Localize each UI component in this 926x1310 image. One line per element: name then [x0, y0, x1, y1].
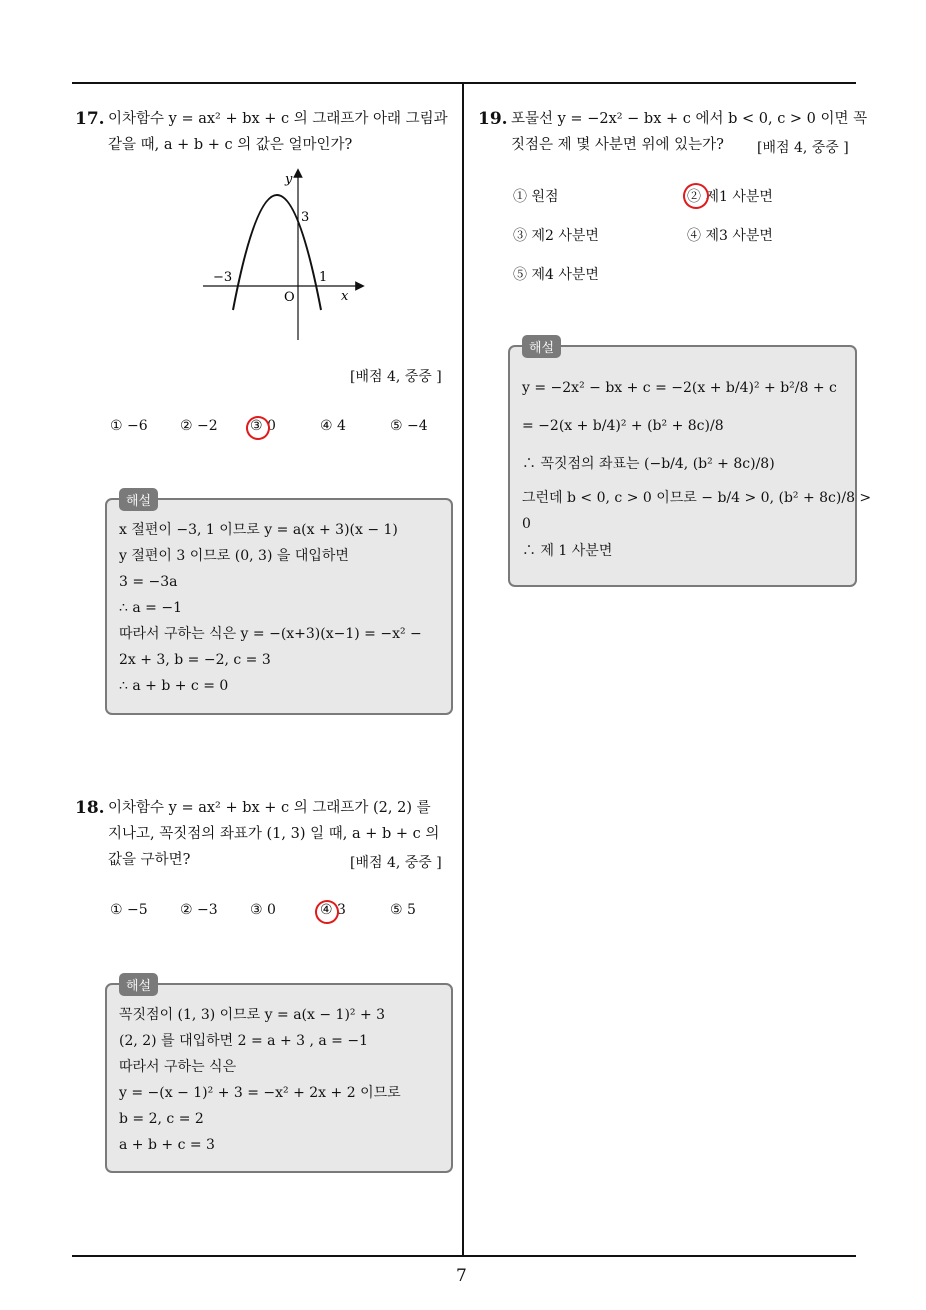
question-line: 이차함수 y = ax² + bx + c 의 그래프가 아래 그림과	[108, 111, 448, 127]
solution-box-19	[508, 341, 872, 587]
solution-tag: 해설	[119, 973, 158, 996]
question-19	[478, 106, 868, 166]
points-label: [배점 4, 중중 ]	[350, 369, 442, 385]
solution-line: 따라서 구하는 식은 y = −(x+3)(x−1) = −x² −	[119, 626, 422, 642]
tick-label-neg3: −3	[213, 270, 233, 285]
x-axis-label: x	[341, 289, 349, 304]
question-line: 값을 구하면?	[108, 852, 191, 868]
solution-line: 그런데 b < 0, c > 0 이므로 − b/4 > 0, (b² + 8c)/8 >	[522, 490, 872, 506]
solution-line: ∴ 꼭짓점의 좌표는 (−b/4, (b² + 8c)/8)	[522, 456, 775, 472]
choice-3[interactable]: ③ 0	[250, 418, 276, 434]
question-number: 19.	[478, 109, 508, 129]
question-line: 포물선 y = −2x² − bx + c 에서 b < 0, c > 0 이면 꼭	[511, 111, 868, 127]
solution-line: ∴ 제 1 사분면	[522, 543, 613, 559]
points-label: [배점 4, 중중 ]	[350, 855, 442, 871]
question-17	[75, 106, 460, 166]
question-line: 지나고, 꼭짓점의 좌표가 (1, 3) 일 때, a + b + c 의	[108, 826, 440, 842]
question-line: 같을 때, a + b + c 의 값은 얼마인가?	[108, 137, 353, 153]
points-label: [배점 4, 중중 ]	[757, 140, 849, 156]
page-number: 7	[456, 1266, 467, 1286]
top-rule	[72, 82, 856, 84]
solution-box-18	[105, 979, 453, 1173]
solution-line: y 절편이 3 이므로 (0, 3) 을 대입하면	[119, 548, 349, 564]
choice-2[interactable]: ② −2	[180, 418, 218, 434]
choice-2[interactable]: ② 제1 사분면	[687, 189, 773, 205]
solution-text	[119, 517, 422, 699]
solution-line: ∴ a = −1	[119, 600, 182, 616]
question-text	[108, 106, 448, 158]
solution-line: 2x + 3, b = −2, c = 3	[119, 652, 271, 668]
choice-4[interactable]: ④ 3	[320, 902, 346, 918]
solution-line: 꼭짓점이 (1, 3) 이므로 y = a(x − 1)² + 3	[119, 1007, 386, 1023]
choice-4[interactable]: ④ 4	[320, 418, 346, 434]
question-line: 짓점은 제 몇 사분면 위에 있는가?	[511, 137, 724, 153]
choice-5[interactable]: ⑤ 5	[390, 902, 416, 918]
solution-line: y = −(x − 1)² + 3 = −x² + 2x + 2 이므로	[119, 1085, 401, 1101]
solution-line: 따라서 구하는 식은	[119, 1059, 237, 1075]
parabola-graph	[195, 168, 370, 346]
solution-line: ∴ a + b + c = 0	[119, 678, 229, 694]
solution-line: b = 2, c = 2	[119, 1111, 204, 1127]
choice-4[interactable]: ④ 제3 사분면	[687, 228, 773, 244]
tick-label-3: 3	[301, 210, 310, 225]
tick-label-1: 1	[319, 270, 328, 285]
bottom-rule	[72, 1255, 856, 1257]
column-divider	[462, 82, 464, 1257]
choice-3[interactable]: ③ 제2 사분면	[513, 228, 599, 244]
choice-3[interactable]: ③ 0	[250, 902, 276, 918]
y-axis-label: y	[285, 172, 293, 187]
solution-text	[119, 1002, 401, 1158]
question-number: 18.	[75, 798, 105, 818]
origin-label: O	[284, 290, 295, 305]
solution-line: 0	[522, 516, 531, 532]
solution-line: y = −2x² − bx + c = −2(x + b/4)² + b²/8 + c	[522, 380, 837, 396]
solution-box-17	[105, 494, 453, 715]
choice-5[interactable]: ⑤ −4	[390, 418, 428, 434]
question-line: 이차함수 y = ax² + bx + c 의 그래프가 (2, 2) 를	[108, 800, 431, 816]
choice-2[interactable]: ② −3	[180, 902, 218, 918]
solution-line: 3 = −3a	[119, 574, 178, 590]
choice-1[interactable]: ① 원점	[513, 189, 559, 205]
choice-1[interactable]: ① −5	[110, 902, 148, 918]
solution-line: a + b + c = 3	[119, 1137, 215, 1153]
solution-tag: 해설	[119, 488, 158, 511]
solution-text	[522, 369, 871, 567]
solution-line: = −2(x + b/4)² + (b² + 8c)/8	[522, 418, 724, 434]
choice-1[interactable]: ① −6	[110, 418, 148, 434]
choice-5[interactable]: ⑤ 제4 사분면	[513, 267, 599, 283]
solution-line: (2, 2) 를 대입하면 2 = a + 3 , a = −1	[119, 1033, 368, 1049]
question-number: 17.	[75, 109, 105, 129]
solution-line: x 절편이 −3, 1 이므로 y = a(x + 3)(x − 1)	[119, 522, 398, 538]
solution-tag: 해설	[522, 335, 561, 358]
